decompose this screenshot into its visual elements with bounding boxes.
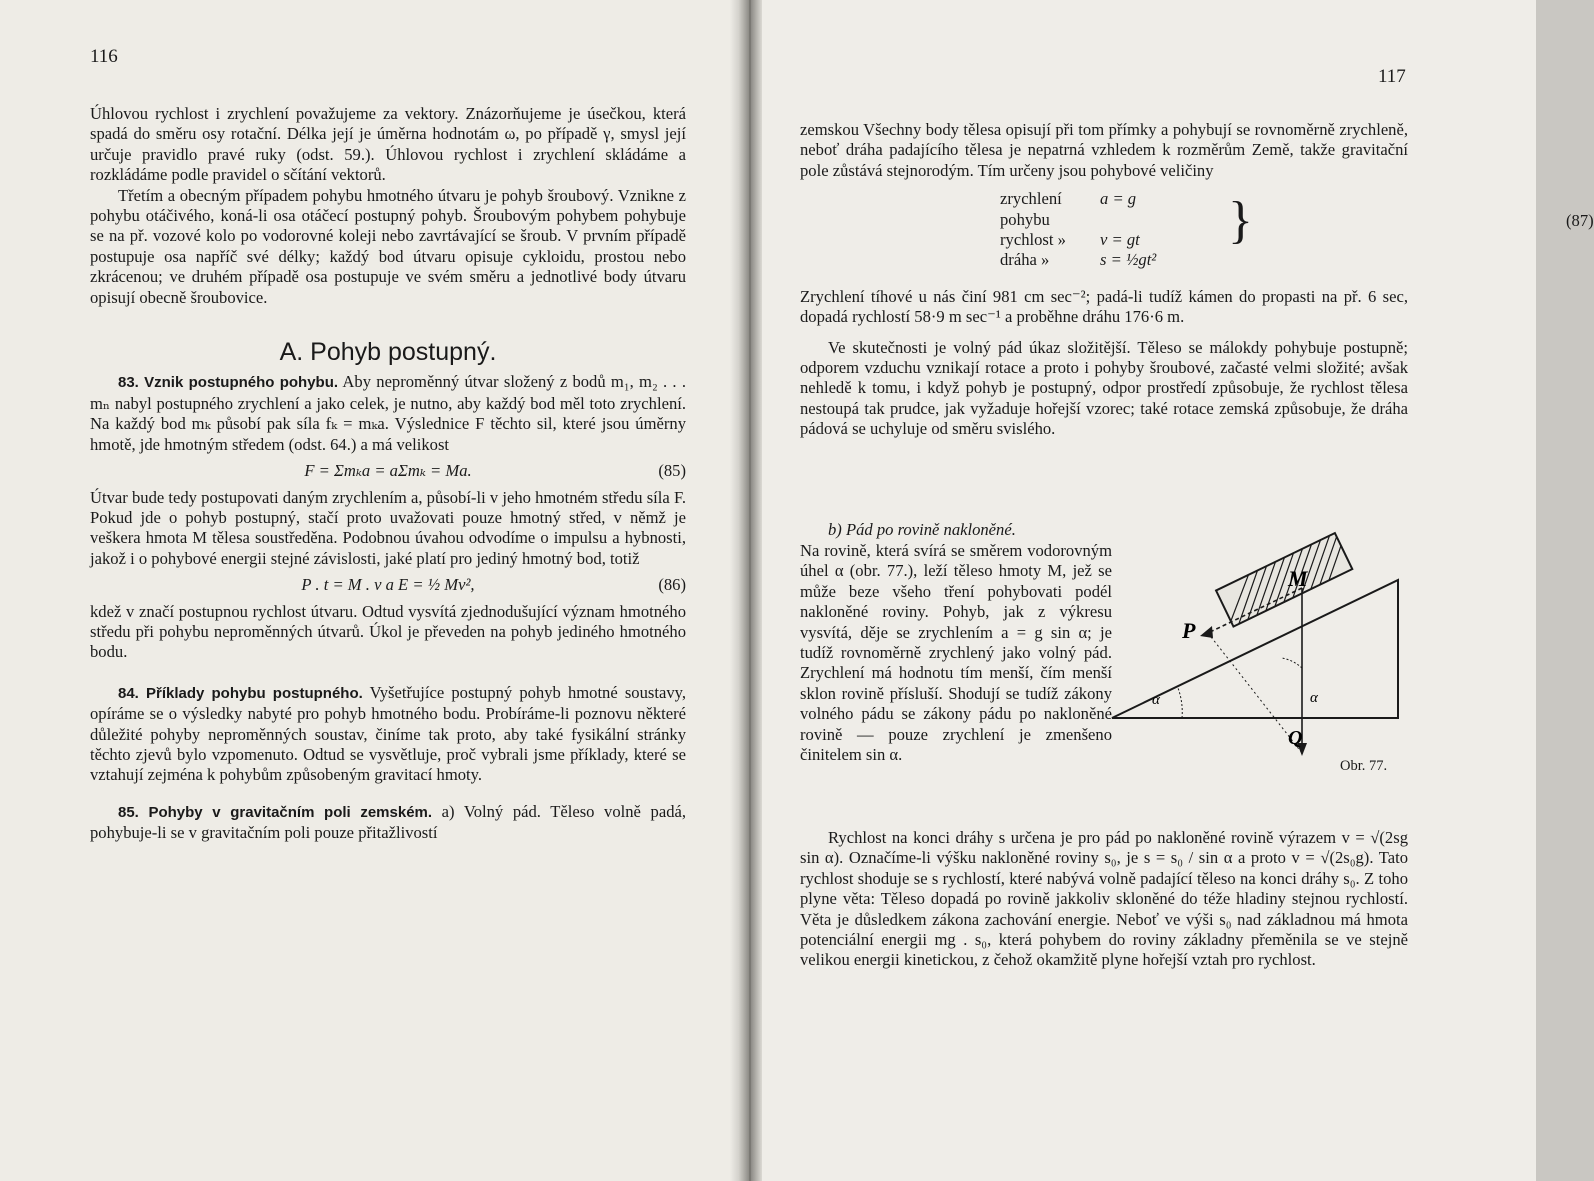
heading-85: 85. Pohyby v gravitačním poli zemském. [118, 803, 433, 821]
right-page-body-inclined [800, 541, 1112, 765]
paragraph: Útvar bude tedy postupovati daným zrychlením a, působí-li v jeho hmotném středu síla F. Pokud jde o pohyb postupný, stačí proto uvažovati pouze hmotný střed, v němž je veškera hmota M tělesa soustředěna. Podobnou úvahou odvodíme o impulsu a hybnosti, jakož i o pohybové energii stejné závislosti, jaké platí pro jediný hmotný bod, totiž [90, 487, 686, 568]
subsection-title: b) Pád po rovině nakloněné. [828, 520, 1016, 539]
figure-caption: Obr. 77. [1340, 758, 1388, 774]
equation-85 [90, 461, 686, 481]
section-title: A. Pohyb postupný. [279, 338, 497, 367]
paragraph-83 [90, 372, 686, 455]
paragraph: Úhlovou rychlost i zrychlení považujeme za vektory. Znázorňujeme je úsečkou, která spadá do směru osy rotační. Délka její je úměrna hodnotám ω, po případě γ, smysl její určuje pravidlo pravé ruky (odst. 59.). Úhlovou rychlost i zrychlení skládáme a rozkládáme podle pravidel o sčítání vektorů. [90, 104, 686, 185]
brace-icon: } [1228, 192, 1253, 250]
motion-label: dráha » [1000, 250, 1050, 270]
motion-formula: a = g [1100, 189, 1137, 209]
motion-quantities [1000, 189, 1594, 271]
paragraph: Třetím a obecným případem pohybu hmotného útvaru je pohyb šroubový. Vznikne z pohybu otáčivého, koná-li osa otáčecí postupný pohyb. Šroubovým pohybem pohybuje se na př. vozové kolo po vodorovné koleji nebo zavrtávající se šroub. V prvním případě postupuje osa napříč své délky; každý bod útvaru opisuje cykloidu, prostou nebo zkrácenou; ve druhém případě osa postupuje ve svém směru a jednotlivé body útvaru opisují obecně šroubovice. [90, 185, 686, 307]
paragraph: Vyšetřujíce postupný pohyb hmotné soustavy, opíráme se o výsledky nabyté pro pohyb hmotného bodu. Probíráme-li poznovu některé důležité pohyby neproměnných soustav, činíme tak proto, aby také fysikální stránky těchto zjevů bylo vzpomenuto. Odtud se vysvětluje, proč vybrali jsme příklady, které se vztahují zejména k pohybům způsobeným gravitací hmoty. [90, 682, 686, 785]
angle-arc [1178, 688, 1182, 718]
motion-formula: s = ½gt² [1100, 250, 1157, 270]
heading-84: 84. Příklady pohybu postupného. [118, 684, 363, 702]
label-p: P [1182, 618, 1196, 643]
book-gutter [738, 0, 762, 1181]
angle-arc [1282, 658, 1302, 668]
left-page-body [90, 104, 686, 844]
left-page [0, 0, 748, 1181]
paragraph: a) Volný pád. Těleso volně padá, pohybuje-li se v gravitačním poli pouze přitažlivostí [90, 801, 686, 843]
heading-83: 83. Vznik postupného pohybu. [118, 374, 339, 392]
paragraph: zemskou Všechny body tělesa opisují při tom přímky a pohybují se rovnoměrně zrychleně, neboť dráha padajícího tělesa je nepatrná vzhledem k rozměrům Země, takže gravitační pole zůstává stejnorodým. Tím určeny jsou pohybové veličiny [800, 120, 1408, 180]
equation: P . t = M . v a E = ½ Mv², [301, 575, 475, 595]
angle-label: α [1310, 690, 1318, 706]
right-page-body-top [800, 120, 1594, 440]
equation: F = Σmₖa = aΣmₖ = Ma. [304, 461, 472, 481]
figure-inclined-plane [1112, 528, 1412, 768]
motion-formula: v = gt [1100, 230, 1140, 250]
motion-label: zrychlení pohybu [1000, 189, 1062, 229]
motion-label: rychlost » [1000, 230, 1066, 250]
right-page [752, 0, 1594, 1181]
right-page-body-mid [800, 520, 1112, 540]
arrow-p-icon [1200, 626, 1213, 638]
paragraph-84 [90, 683, 686, 786]
label-m: M [1288, 566, 1308, 591]
paragraph: Ve skutečnosti je volný pád úkaz složitější. Těleso se málokdy pohybuje postupně; odporem vzduchu vznikají rotace a proto i pohyby šroubové, začasté velmi složité; avšak nehledě k tomu, i když pohyb je postupný, odpor prostředí způsobuje, že rychlost tělesa nestoupá tak prudce, jak vyžaduje hořejší vzorec; také rotace zemská způsobuje, že dráha pádová se uchyluje od směru svislého. [800, 337, 1408, 439]
label-q: Q [1288, 727, 1303, 749]
paragraph: Aby neproměnný útvar složený z bodů m₁, m₂ . . . mₙ nabyl postupného zrychlení a jako celek, je nutno, aby každý bod měl toto zrychlení. Na každý bod mₖ působí pak síla fₖ = mₖa. Výslednice F těchto sil, které jsou úměrny hmotě, jde hmotným středem (odst. 64.) a má velikost [90, 372, 686, 454]
paragraph: Zrychlení tíhové u nás činí 981 cm sec⁻²; padá-li tudíž kámen do propasti na př. 6 sec, dopadá rychlostí 58·9 m sec⁻¹ a proběhne dráhu 176·6 m. [800, 286, 1408, 327]
equation-number: (87) [1566, 211, 1594, 231]
equation-number: (85) [658, 461, 686, 481]
paragraph: Rychlost na konci dráhy s určena je pro pád po nakloněné rovině výrazem v = √(2sg sin α). Označíme-li výšku nakloněné roviny s₀, je s = s₀ / sin α a proto v = √(2s₀g). Tato rychlost shoduje se s rychlostí, které nabývá volně padající těleso na konci dráhy s₀. Z toho plyne věta: Těleso dopadá po rovině jakkoliv skloněné do téže hladiny stejnou rychlostí. Věta je důsledkem zákona zachování energie. Neboť ve výši s₀ nad základnou má hmota potenciální energii mg . s₀, která pohybem do roviny základny přeměnila se ve stejně velikou energii kinetickou, z čehož okamžitě plyne hořejší vztah pro rychlost. [800, 828, 1408, 970]
page-number-right: 117 [1378, 66, 1406, 87]
equation-number: (86) [658, 575, 686, 595]
paragraph: Na rovině, která svírá se směrem vodorovným úhel α (obr. 77.), leží těleso hmoty M, jež se může beze všeho tření pohybovati podél nakloněné roviny. Pohyb, jak z výkresu vysvítá, děje se zrychlením a = g sin α; je tudíž rovnoměrně zrychlený jako volný pád. Zrychlení má hodnotu tím menší, čím menší sklon rovině přísluší. Shodují se tudíž zákony volného pádu se zákony pádu po nakloněné rovině — pouze zrychlení je zmenšeno činitelem sin α. [800, 541, 1112, 765]
angle-label: α [1152, 692, 1160, 708]
paragraph: kdež v značí postupnou rychlost útvaru. Odtud vysvítá zjednodušující význam hmotného středu při pohybu neproměnných útvarů. Úkol je převeden na pohyb jediného hmotného bodu. [90, 601, 686, 662]
right-page-body-bottom [800, 828, 1408, 971]
equation-86 [90, 575, 686, 595]
page-number-left: 116 [90, 46, 118, 67]
paragraph-85 [90, 802, 686, 844]
